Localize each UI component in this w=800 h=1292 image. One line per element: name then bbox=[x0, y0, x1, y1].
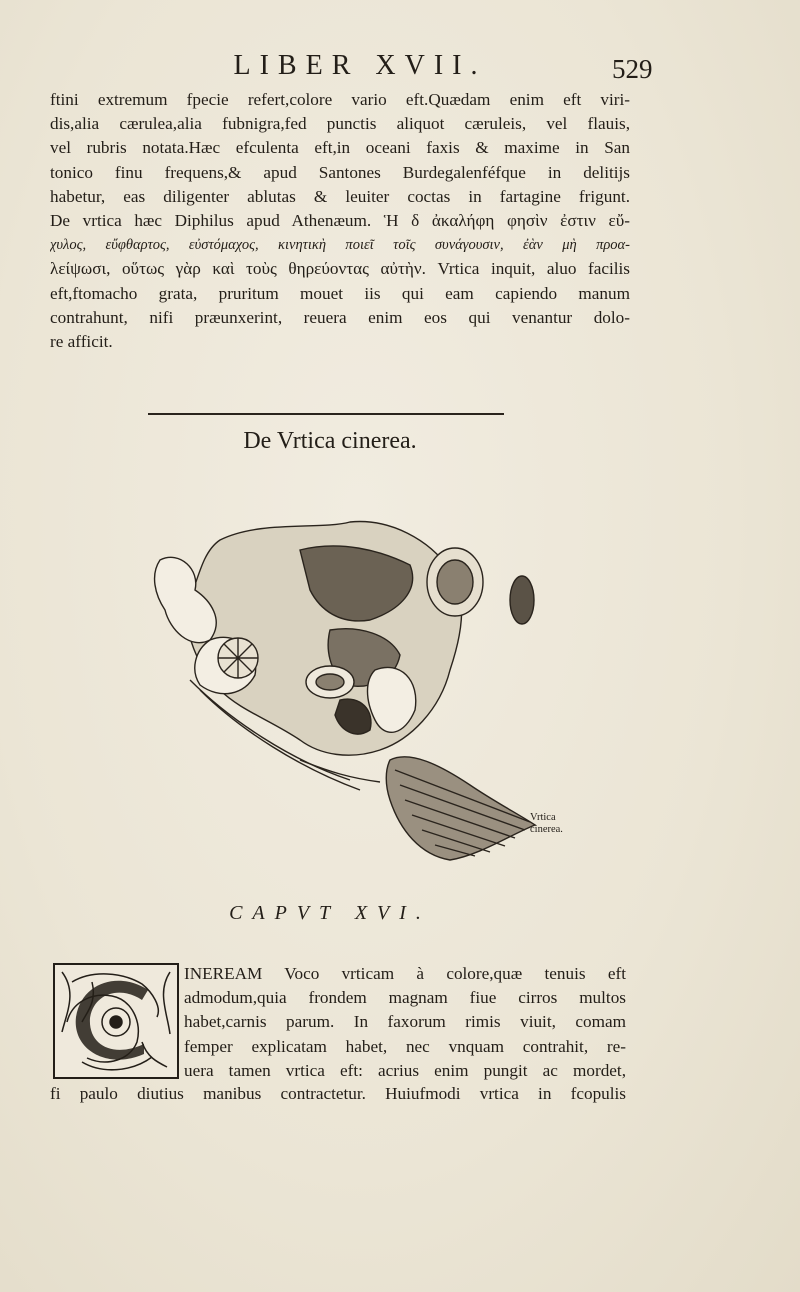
chapter-paragraph bbox=[184, 962, 626, 1083]
text-line: re afficit. bbox=[50, 332, 113, 352]
text-line: uera tamen vrtica eft: acrius enim pungit ac mordet, bbox=[184, 1060, 626, 1080]
decorated-initial-c-icon bbox=[52, 962, 180, 1080]
text-line: eft,ftomacho grata, pruritum mouet iis qui eam capiendo manum bbox=[50, 283, 630, 303]
page-number: 529 bbox=[612, 54, 653, 84]
section-title: De Vrtica cinerea. bbox=[243, 428, 417, 454]
figure-label-line: cinerea. bbox=[530, 824, 563, 835]
text-line: habetur, eas diligenter ablutas & leuiter coctas in fartagine frigunt. bbox=[50, 186, 630, 206]
text-line: vel rubris notata.Hæc efculenta eft,in oceani faxis & maxime in San bbox=[50, 138, 630, 158]
text-line: INEREAM Voco vrticam à colore,quæ tenuis eft bbox=[184, 964, 626, 983]
running-head: LIBER XVII. bbox=[233, 50, 487, 81]
text-line: tonico finu frequens,& apud Santones Burdegalenféfque in delitijs bbox=[50, 162, 630, 182]
text-line: femper explicatam habet, nec vnquam contrahit, re- bbox=[184, 1036, 626, 1056]
text-line: contrahunt, nifi præunxerint, reuera enim eos qui venantur dolo- bbox=[50, 307, 630, 327]
figure-label bbox=[530, 812, 563, 836]
text-line: De vrtica hæc Diphilus apud Athenæum. Ἡ δ ἀκαλήφη φησὶν ἐστιν εὔ- bbox=[50, 211, 630, 231]
greek-text-line: λείψωσι, οὕτως γὰρ καὶ τοὺς θηρεύοντας αὐτὴν. Vrtica inquit, aluo facilis bbox=[50, 259, 630, 279]
top-paragraph bbox=[50, 88, 630, 354]
chapter-heading: CAPVT XVI. bbox=[229, 902, 431, 924]
text-line: habet,carnis parum. In faxorum rimis viuit, comam bbox=[184, 1012, 626, 1032]
text-line: ftini extremum fpecie refert,colore vario eft.Quædam enim eft viri- bbox=[50, 90, 630, 109]
section-divider bbox=[148, 413, 504, 415]
text-line: fi paulo diutius manibus contractetur. Huiufmodi vrtica in fcopulis bbox=[50, 1084, 626, 1103]
figure-label-line: Vrtica bbox=[530, 812, 556, 823]
greek-text-line: χυλος, εὔφθαρτος, εὐστόμαχος, κινητικὴ ποιεῖ τοῖς συνάγουσιν, ἐὰν μὴ προα- bbox=[50, 237, 630, 254]
text-line: dis,alia cærulea,alia fubnigra,fed punctis aliquot cæruleis, vel flauis, bbox=[50, 114, 630, 134]
text-line: admodum,quia frondem magnam fiue cirros multos bbox=[184, 988, 626, 1008]
